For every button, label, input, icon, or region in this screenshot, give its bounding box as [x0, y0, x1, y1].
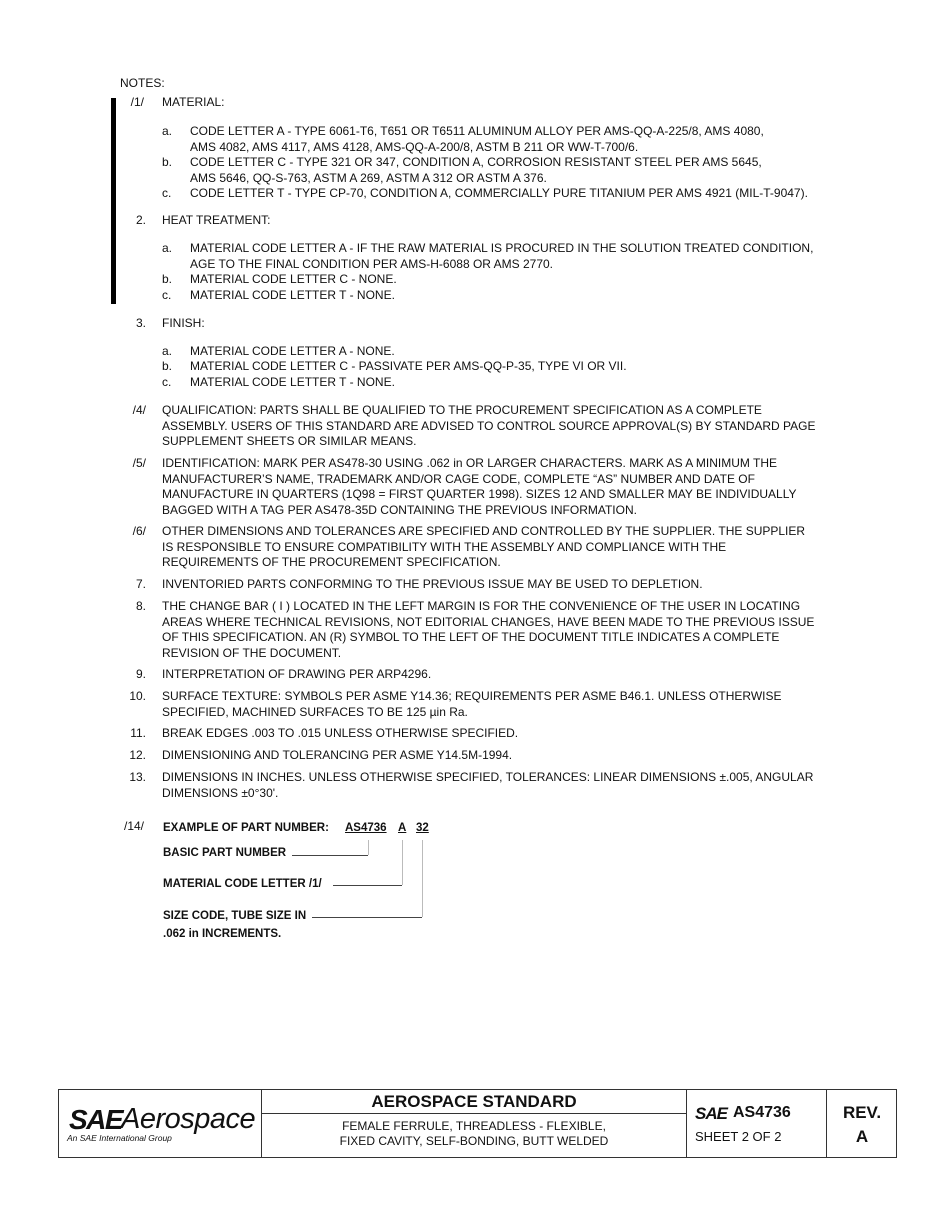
note-10-number: 10.: [129, 689, 146, 703]
note-13-line-2: DIMENSIONS ±0°30'.: [162, 785, 279, 800]
note-10-line-1: SURFACE TEXTURE: SYMBOLS PER ASME Y14.36; REQUIREMENTS PER ASME B46.1. UNLESS OTHERWISE: [162, 689, 782, 703]
basic-part-number-label: BASIC PART NUMBER: [163, 847, 287, 859]
note-2-number: 2.: [135, 213, 146, 227]
logo-cell: [59, 1090, 262, 1157]
size-leader-line: [312, 917, 422, 918]
note-2c-text: MATERIAL CODE LETTER T - NONE.: [190, 288, 395, 302]
note-10-line-2: SPECIFIED, MACHINED SURFACES TO BE 125 µin Ra.: [162, 704, 468, 719]
note-8-line-1: THE CHANGE BAR ( I ) LOCATED IN THE LEFT MARGIN IS FOR THE CONVENIENCE OF THE USER IN LOCATING: [162, 599, 801, 613]
note-1c-text: [190, 186, 850, 202]
note-1c-letter: c.: [162, 186, 172, 200]
note-5-text: [162, 456, 852, 518]
logo-tagline: An SAE International Group: [67, 1133, 172, 1143]
description-line-1: FEMALE FERRULE, THREADLESS - FLEXIBLE,: [342, 1119, 606, 1133]
note-1a-text: [190, 124, 850, 155]
note-2a-line-2: AGE TO THE FINAL CONDITION PER AMS-H-6088 OR AMS 2770.: [190, 256, 553, 271]
note-9-number: 9.: [135, 667, 146, 681]
note-13-text: [162, 770, 852, 801]
part-basic-code: AS4736: [345, 822, 387, 834]
note-1b-letter: b.: [162, 155, 173, 169]
note-3b-letter: b.: [162, 359, 173, 373]
note-1a-line-1: CODE LETTER A - TYPE 6061-T6, T651 OR T6511 ALUMINUM ALLOY PER AMS-QQ-A-225/8, AMS 4080,: [190, 124, 764, 138]
note-5-line-1: IDENTIFICATION: MARK PER AS478-30 USING .062 in OR LARGER CHARACTERS. MARK AS A MINIMUM THE: [162, 456, 778, 470]
part-material-code: A: [398, 822, 407, 834]
note-3c-letter: c.: [162, 375, 172, 389]
note-4-line-1: QUALIFICATION: PARTS SHALL BE QUALIFIED TO THE PROCUREMENT SPECIFICATION AS A COMPLETE: [162, 403, 762, 417]
note-3b-text: MATERIAL CODE LETTER C - PASSIVATE PER AMS-QQ-P-35, TYPE VI OR VII.: [190, 359, 627, 373]
note-8-line-3: OF THIS SPECIFICATION. AN (R) SYMBOL TO THE LEFT OF THE DOCUMENT TITLE INDICATES A COMPLETE: [162, 630, 780, 644]
note-3a-letter: a.: [162, 344, 173, 358]
document-number: AS4736: [733, 1104, 791, 1121]
note-5-number: /5/: [132, 456, 146, 470]
note-6-text: [162, 524, 852, 571]
note-2b-letter: b.: [162, 272, 173, 286]
note-4-number: /4/: [132, 403, 146, 417]
description-line-2: FIXED CAVITY, SELF-BONDING, BUTT WELDED: [339, 1134, 609, 1148]
note-9-text: INTERPRETATION OF DRAWING PER ARP4296.: [162, 667, 432, 681]
note-8-text: [162, 599, 852, 661]
revision-label: REV.: [842, 1103, 882, 1122]
note-12-number: 12.: [129, 748, 146, 762]
note-11-text: BREAK EDGES .003 TO .015 UNLESS OTHERWISE SPECIFIED.: [162, 726, 519, 740]
note-12-text: DIMENSIONING AND TOLERANCING PER ASME Y14.5M-1994.: [162, 748, 513, 762]
note-1b-text: [190, 155, 850, 186]
document-number-cell: [687, 1090, 827, 1157]
standard-description: [262, 1119, 686, 1149]
note-11-number: 11.: [130, 726, 146, 740]
note-1-number: /1/: [130, 95, 144, 109]
note-3-title: FINISH:: [162, 316, 205, 330]
note-5-line-4: BAGGED WITH A TAG PER AS478-35D CONTAINING THE PREVIOUS INFORMATION.: [162, 502, 637, 517]
note-8-line-2: AREAS WHERE TECHNICAL REVISIONS, NOT EDITORIAL CHANGES, HAVE BEEN MADE TO THE PREVIOUS ISSUE: [162, 614, 815, 629]
size-code-label-line-2: .062 in INCREMENTS.: [163, 928, 282, 940]
note-6-line-3: REQUIREMENTS OF THE PROCUREMENT SPECIFICATION.: [162, 555, 501, 569]
note-3-number: 3.: [135, 316, 146, 330]
note-2a-text: [190, 241, 850, 272]
revision-cell: [827, 1090, 897, 1157]
change-bar: [111, 98, 116, 304]
standard-divider: [262, 1113, 686, 1114]
note-1-title: MATERIAL:: [162, 95, 225, 109]
note-8-number: 8.: [135, 599, 146, 613]
material-leader-drop: [402, 840, 403, 885]
note-3c-text: MATERIAL CODE LETTER T - NONE.: [190, 375, 395, 389]
note-6-line-2: IS RESPONSIBLE TO ENSURE COMPATIBILITY WITH THE ASSEMBLY AND COMPLIANCE WITH THE: [162, 539, 727, 554]
note-10-text: [162, 689, 852, 720]
part-size-code: 32: [416, 822, 429, 834]
note-2c-letter: c.: [162, 288, 172, 302]
note-5-line-3: MANUFACTURE IN QUARTERS (1Q98 = FIRST QUARTER 1998). SIZES 12 AND SMALLER MAY BE INDIVIDUALLY: [162, 487, 797, 501]
revision-value: A: [855, 1127, 869, 1146]
note-3a-text: MATERIAL CODE LETTER A - NONE.: [190, 344, 395, 358]
doc-sae-logo: SAE: [695, 1104, 727, 1123]
standard-type: AEROSPACE STANDARD: [371, 1092, 577, 1111]
note-1b-line-2: AMS 5646, QQ-S-763, ASTM A 269, ASTM A 312 OR ASTM A 376.: [190, 170, 547, 185]
note-1c-line-1: CODE LETTER T - TYPE CP-70, CONDITION A, COMMERCIALLY PURE TITANIUM PER AMS 4921 (MIL-T-9047).: [190, 186, 808, 200]
note-1a-letter: a.: [162, 124, 173, 138]
standard-cell: [262, 1090, 687, 1157]
note-4-text: [162, 403, 852, 450]
note-13-number: 13.: [129, 770, 146, 784]
basic-leader-drop: [368, 840, 369, 855]
note-7-number: 7.: [135, 577, 146, 591]
note-6-number: /6/: [132, 524, 146, 538]
note-6-line-1: OTHER DIMENSIONS AND TOLERANCES ARE SPECIFIED AND CONTROLLED BY THE SUPPLIER. THE SUPPLIER: [162, 524, 806, 538]
material-leader-line: [333, 885, 402, 886]
note-5-line-2: MANUFACTURER’S NAME, TRADEMARK AND/OR CAGE CODE, COMPLETE “AS” NUMBER AND DATE OF: [162, 471, 755, 486]
aerospace-logo-text: Aerospace: [121, 1103, 256, 1135]
note-4-line-2: ASSEMBLY. USERS OF THIS STANDARD ARE ADVISED TO CONTROL SOURCE APPROVAL(S) BY STANDARD PAGE: [162, 418, 816, 433]
note-14-number: /14/: [124, 819, 145, 833]
sheet-number: SHEET 2 OF 2: [695, 1129, 782, 1144]
sae-logo-text: SAE: [69, 1104, 123, 1135]
basic-leader-line: [292, 855, 368, 856]
example-label: EXAMPLE OF PART NUMBER:: [163, 822, 329, 834]
note-2b-text: MATERIAL CODE LETTER C - NONE.: [190, 272, 397, 286]
note-1a-line-2: AMS 4082, AMS 4117, AMS 4128, AMS-QQ-A-200/8, ASTM B 211 OR WW-T-700/6.: [190, 139, 639, 154]
note-8-line-4: REVISION OF THE DOCUMENT.: [162, 645, 342, 660]
title-block: [58, 1089, 897, 1158]
note-2a-letter: a.: [162, 241, 173, 255]
note-4-line-3: SUPPLEMENT SHEETS OR SIMILAR MEANS.: [162, 434, 417, 448]
note-13-line-1: DIMENSIONS IN INCHES. UNLESS OTHERWISE SPECIFIED, TOLERANCES: LINEAR DIMENSIONS ±.005, ANGULAR: [162, 770, 814, 784]
material-code-label: MATERIAL CODE LETTER /1/: [163, 878, 322, 890]
note-7-text: INVENTORIED PARTS CONFORMING TO THE PREVIOUS ISSUE MAY BE USED TO DEPLETION.: [162, 577, 703, 591]
size-code-label-line-1: SIZE CODE, TUBE SIZE IN: [163, 910, 307, 922]
note-1b-line-1: CODE LETTER C - TYPE 321 OR 347, CONDITION A, CORROSION RESISTANT STEEL PER AMS 5645,: [190, 155, 762, 169]
note-2-title: HEAT TREATMENT:: [162, 213, 271, 227]
notes-header: NOTES:: [120, 76, 165, 90]
size-leader-drop: [422, 840, 423, 917]
note-2a-line-1: MATERIAL CODE LETTER A - IF THE RAW MATERIAL IS PROCURED IN THE SOLUTION TREATED CONDITION,: [190, 241, 814, 255]
